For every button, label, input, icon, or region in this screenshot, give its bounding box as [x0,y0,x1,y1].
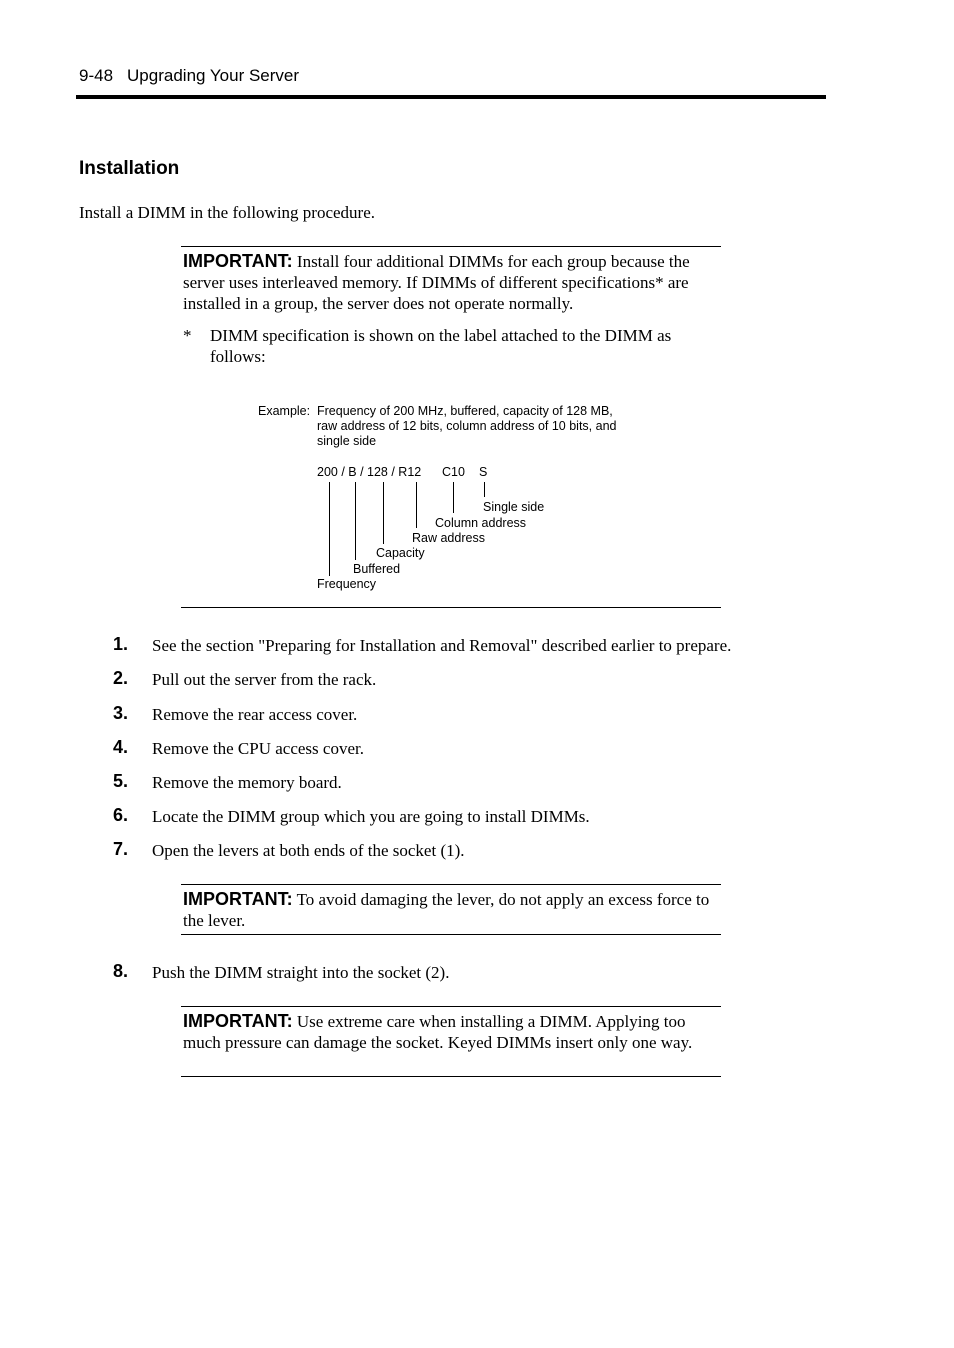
leader-line-raw-address [416,482,417,528]
important-body: Use extreme care when installing a DIMM. Applying too much pressure can damage the socket. Keyed DIMMs insert only one way. [183,1012,693,1052]
step-text: Pull out the server from the rack. [152,670,377,689]
legend-raw-address: Raw address [412,531,485,545]
important-label: IMPORTANT: [183,251,293,271]
step-text: Remove the CPU access cover. [152,739,364,758]
step-text: Open the levers at both ends of the socket (1). [152,841,465,860]
example-line-2: raw address of 12 bits, column address of 10 bits, and [317,419,617,433]
running-header [79,66,299,86]
step-number: 7. [113,839,129,859]
important-body: To avoid damaging the lever, do not apply an excess force to the lever. [183,890,710,930]
important-label: IMPORTANT: [183,889,293,909]
example-label: Example: [258,404,311,418]
spec-code: 200 / B / 128 / R12 [317,465,422,479]
important-text-rest: the server uses interleaved memory. If DIMMs of different specifications* are installed in a group, the server does not operate normally. [183,252,690,313]
footnote-marker: * [183,326,192,345]
example-line-3: single side [317,434,377,448]
important-label: IMPORTANT: [183,1011,293,1031]
legend-frequency: Frequency [317,577,377,591]
step-number: 2. [113,668,129,688]
page-number: 9-48 [79,66,114,85]
leader-line-column-address [453,482,454,513]
important-text [181,1007,721,1053]
important-text [181,247,721,314]
step-text: Remove the memory board. [152,773,342,792]
leader-line-capacity [383,482,384,544]
footnote-text: DIMM specification is shown on the label attached to the DIMM as follows: [210,326,672,366]
step-text: Locate the DIMM group which you are going to install DIMMs. [152,807,590,826]
step-text: See the section "Preparing for Installation and Removal" described earlier to prepare. [152,636,732,655]
step-text: Remove the rear access cover. [152,705,358,724]
example-line-1: Frequency of 200 MHz, buffered, capacity of 128 MB, [317,404,613,418]
legend-capacity: Capacity [376,546,425,560]
intro-text: Install a DIMM in the following procedure. [79,203,376,222]
footnote [181,325,721,367]
header-rule [76,95,826,99]
important-text [181,885,721,931]
legend-single-side: Single side [483,500,545,514]
step-number: 1. [113,634,129,654]
chapter-title: Upgrading Your Server [127,66,300,85]
leader-line-frequency [329,482,330,576]
step-number: 5. [113,771,129,791]
legend-buffered: Buffered [353,562,401,576]
leader-line-buffered [355,482,356,560]
step-number: 3. [113,703,129,723]
legend-column-address: Column address [435,516,527,530]
step-text: Push the DIMM straight into the socket (2). [152,963,450,982]
important-box-care [181,1006,721,1077]
step-number: 8. [113,961,129,981]
spec-code-column: C10 [442,465,465,479]
important-text-line1: Install four additional DIMMs for each group because [292,252,665,271]
step-number: 6. [113,805,129,825]
important-box-lever [181,884,721,935]
spec-code-side: S [479,465,488,479]
step-number: 4. [113,737,129,757]
section-title: Installation [79,158,180,179]
leader-line-single-side [484,482,485,497]
